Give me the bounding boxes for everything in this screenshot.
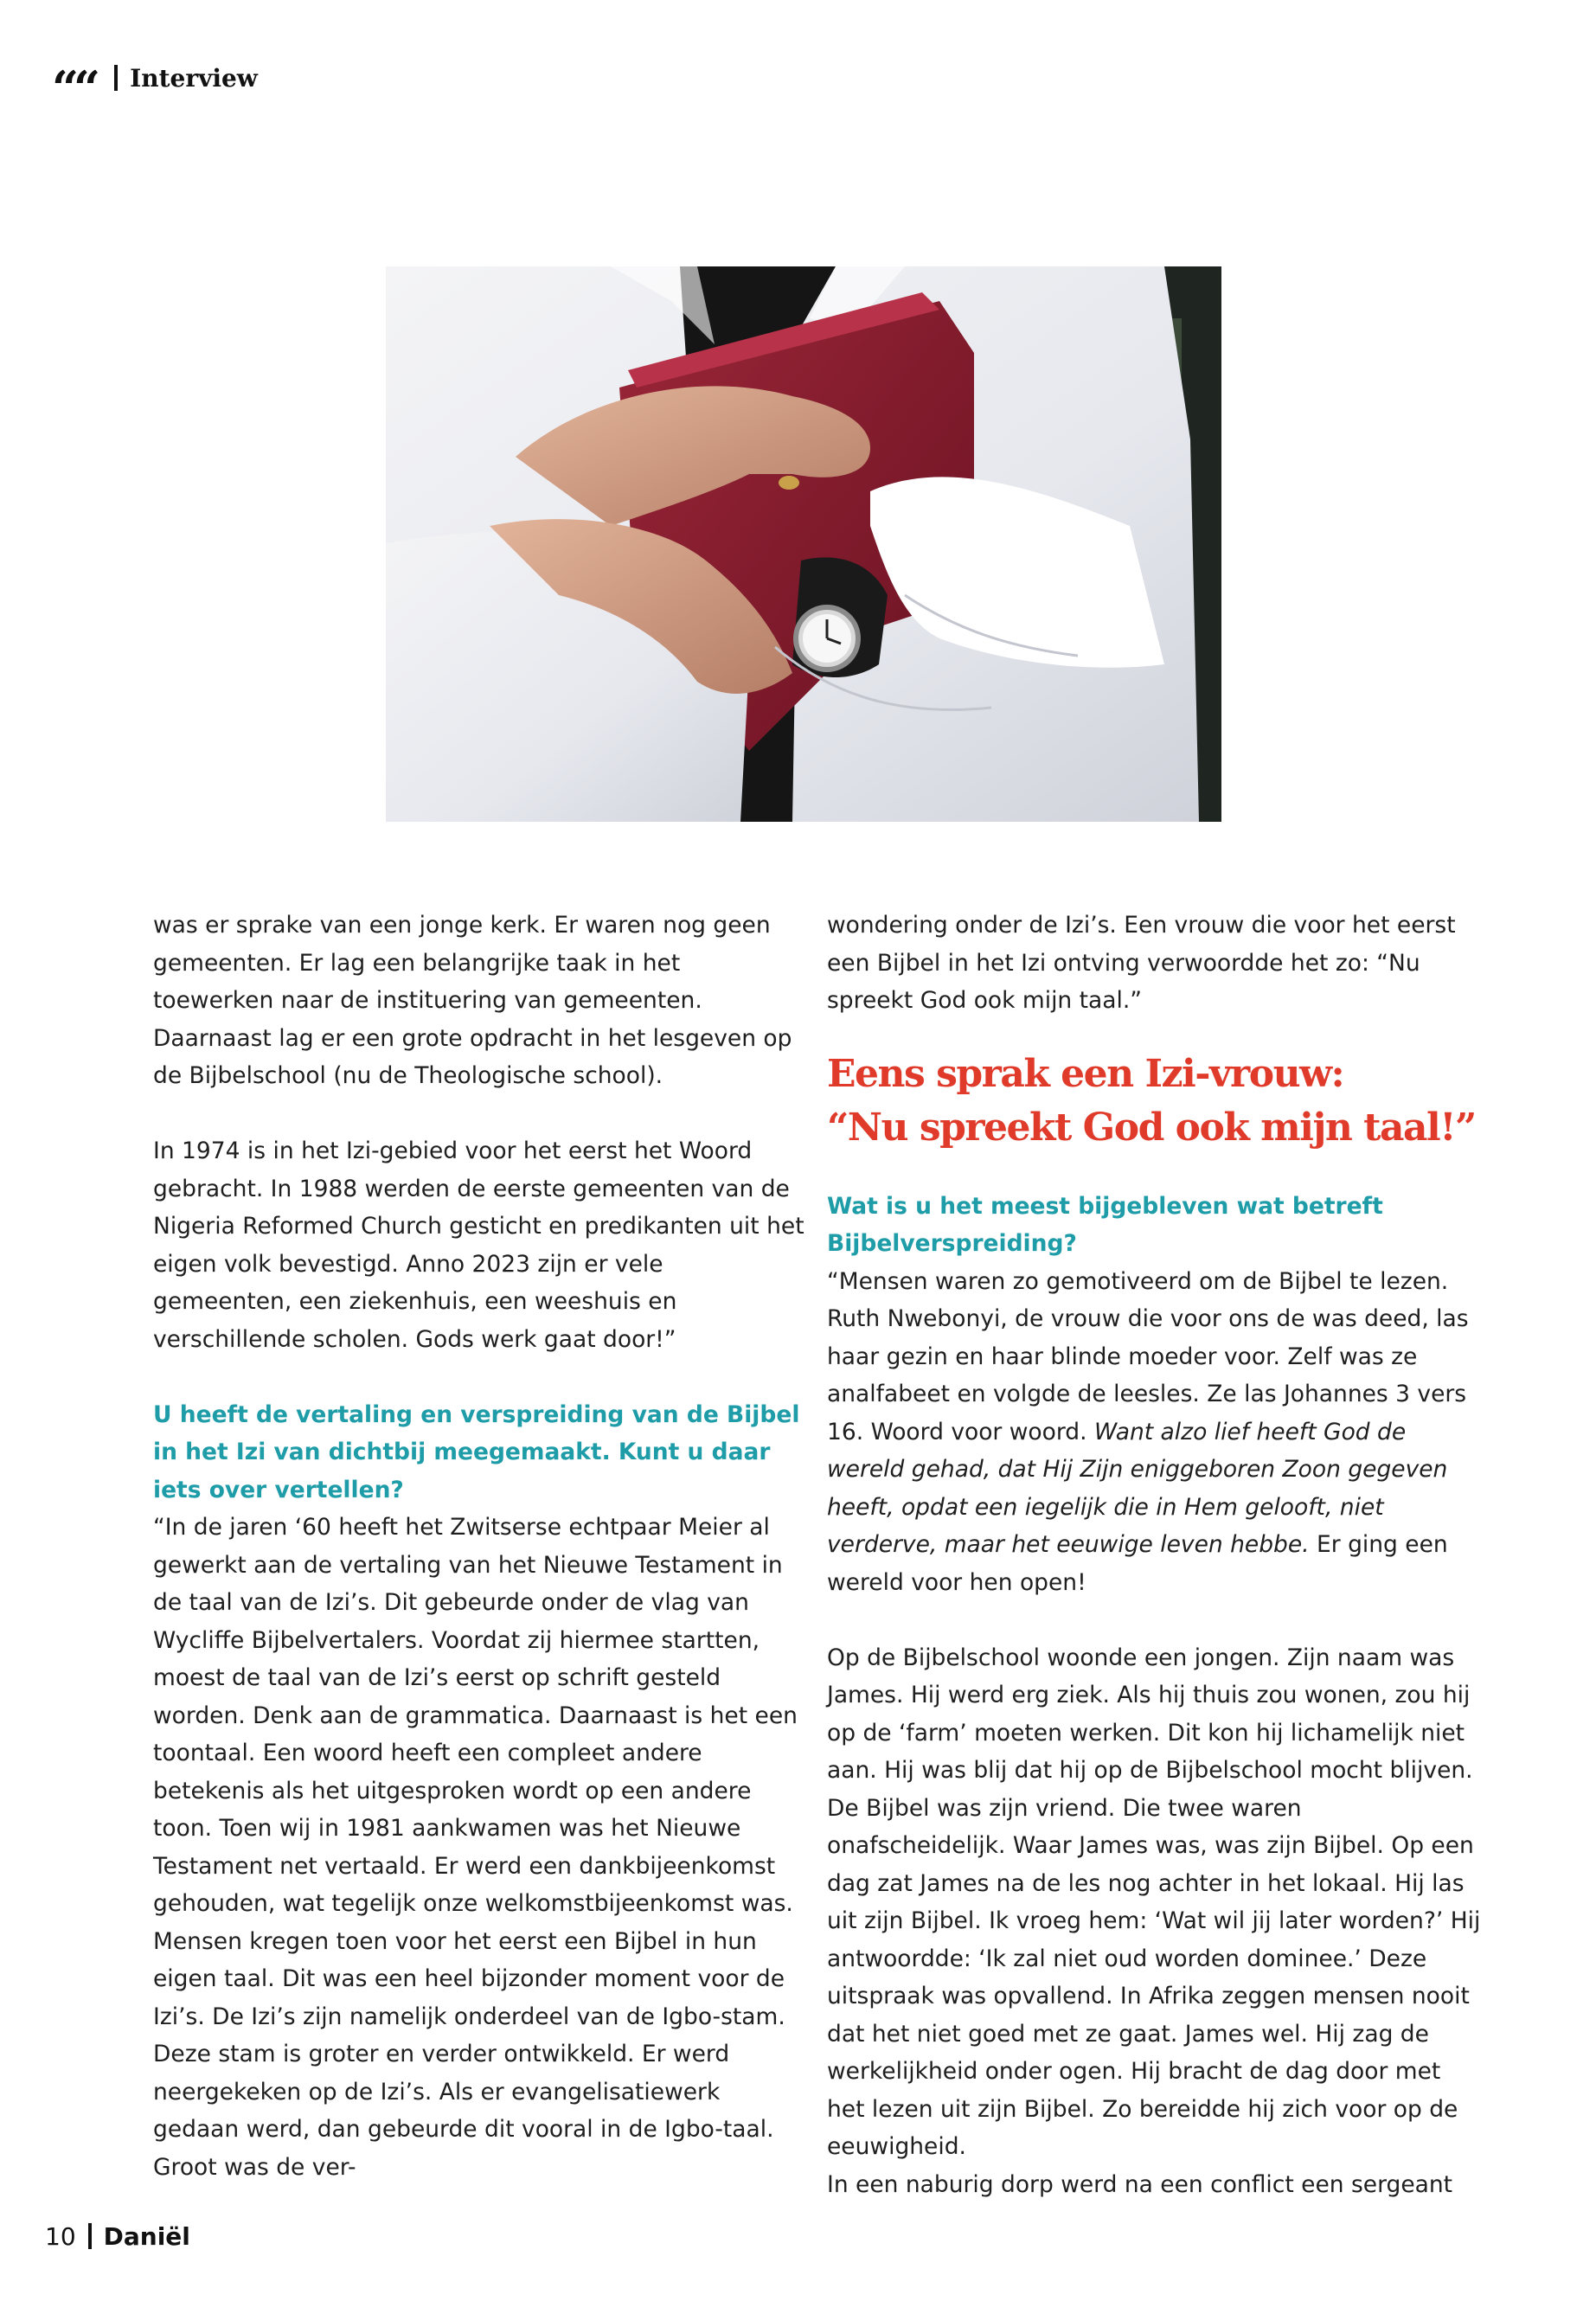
right-paragraph-2-end: Er ging een wereld voor hen open! — [827, 1531, 1448, 1596]
left-paragraph-2: In 1974 is in het Izi-gebied voor het eerst het Woord gebracht. In 1988 werden de eerste gemeenten van de Nigeria Reformed Church gesticht en predikanten uit het eigen volk bevestigd. Anno 2023 zijn er vele gemeenten, een ziekenhuis, een weeshuis en verschillende scholen. Gods werk gaat door!” — [153, 1138, 804, 1353]
pull-quote — [827, 1048, 1481, 1155]
bible-verse-quote: Want alzo lief heeft God de wereld gehad, dat Hij Zijn eniggeboren Zoon gegeven heeft, opdat een iegelijk die in Hem gelooft, niet verderve, maar het eeuwige leven hebbe. — [827, 1418, 1448, 1558]
page-number: 10 — [45, 2221, 76, 2251]
pull-quote-line-1: Eens sprak een Izi-vrouw: — [827, 1051, 1344, 1096]
right-paragraph-2-start: “Mensen waren zo gemotiveerd om de Bijbel te lezen. Ruth Nwebonyi, de vrouw die voor ons de was deed, las haar gezin en haar blinde moeder voor. Zelf was ze analfabeet en volgde de leesles. Ze las Johannes 3 vers 16. Woord voor woord. — [827, 1267, 1469, 1445]
left-column — [153, 907, 807, 2186]
page-footer — [45, 2219, 190, 2253]
left-paragraph-3: “In de jaren ‘60 heeft het Zwitserse echtpaar Meier al gewerkt aan de vertaling van het Nieuwe Testament in de taal van de Izi’s. Dit gebeurde onder de vlag van Wycliffe Bijbelvertalers. Voordat zij hiermee startten, moest de taal van de Izi’s eerst op schrift gesteld worden. Denk aan de grammatica. Daarnaast is het een toontaal. Een woord heeft een compleet andere betekenis als het uitgesproken wordt op een andere toon. Toen wij in 1981 aankwamen was het Nieuwe Testament net vertaald. Er werd een dankbijeenkomst gehouden, wat tegelijk onze welkomstbijeenkomst was. Mensen kregen toen voor het eerst een Bijbel in hun eigen taal. Dit was een heel bijzonder moment voor de Izi’s. De Izi’s zijn namelijk onderdeel van de Igbo-stam. Deze stam is groter en verder ontwikkeld. Er werd neergekeken op de Izi’s. Als er evangelisatiewerk gedaan werd, dan gebeurde dit vooral in de Igbo-taal. Groot was de ver- — [153, 1514, 798, 2181]
magazine-name: Daniël — [103, 2221, 190, 2251]
hands-holding-bible-image — [386, 266, 1221, 822]
article-photo — [386, 266, 1221, 822]
interview-question-2: Wat is u het meest bijgebleven wat betreft Bijbelverspreiding? — [827, 1192, 1383, 1257]
header-divider — [114, 65, 118, 91]
section-label: Interview — [130, 63, 258, 93]
footer-divider — [88, 2223, 92, 2249]
right-paragraph-4: In een naburig dorp werd na een conflict een sergeant — [827, 2170, 1453, 2198]
quote-mark-icon: ““ — [52, 61, 96, 116]
right-column — [827, 907, 1481, 2203]
right-paragraph-2 — [827, 1263, 1481, 1602]
right-paragraph-1: wondering onder de Izi’s. Een vrouw die voor het eerst een Bijbel in het Izi ontving verwoordde het zo: “Nu spreekt God ook mijn taal.” — [827, 912, 1456, 1014]
page-header — [52, 61, 258, 116]
interview-question-1: U heeft de vertaling en verspreiding van de Bijbel in het Izi van dichtbij meegemaakt. Kunt u daar iets over vertellen? — [153, 1400, 800, 1503]
pull-quote-line-2: “Nu spreekt God ook mijn taal!” — [827, 1105, 1476, 1150]
left-paragraph-1: was er sprake van een jonge kerk. Er waren nog geen gemeenten. Er lag een belangrijke taak in het toewerken naar de instituering van gemeenten. Daarnaast lag er een grote opdracht in het lesgeven op de Bijbelschool (nu de Theologische school). — [153, 912, 792, 1089]
right-paragraph-3: Op de Bijbelschool woonde een jongen. Zijn naam was James. Hij werd erg ziek. Als hij thuis zou wonen, zou hij op de ‘farm’ moeten werken. Dit kon hij lichamelijk niet aan. Hij was blij dat hij op de Bijbelschool mocht blijven. De Bijbel was zijn vriend. Die twee waren onafscheidelijk. Waar James was, was zijn Bijbel. Op een dag zat James na de les nog achter in het lokaal. Hij las uit zijn Bijbel. Ik vroeg hem: ‘Wat wil jij later worden?’ Hij antwoordde: ‘Ik zal niet oud worden dominee.’ Deze uitspraak was opvallend. In Afrika zeggen mensen nooit dat het niet goed met ze gaat. James wel. Hij zag de werkelijkheid onder ogen. Hij bracht de dag door met het lezen uit zijn Bijbel. Zo bereidde hij zich voor op de eeuwigheid. — [827, 1644, 1481, 2160]
